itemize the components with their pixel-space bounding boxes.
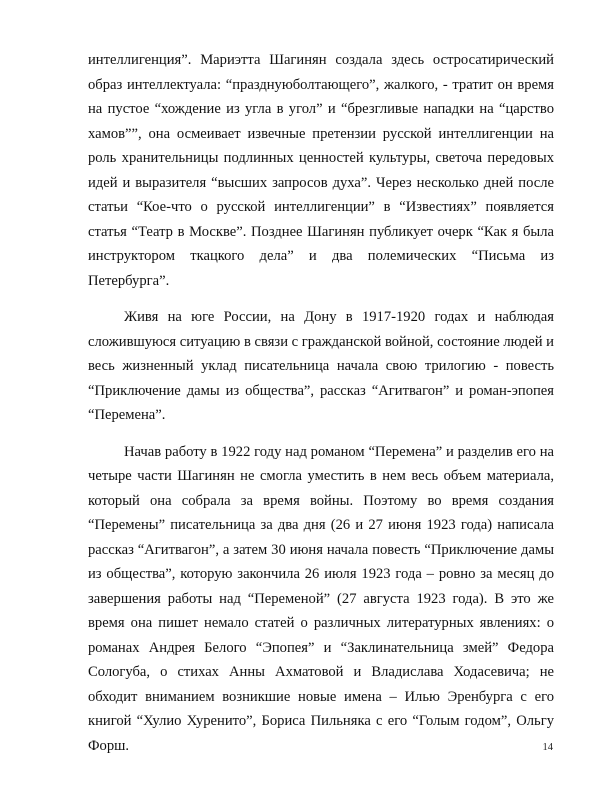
page-number: 14 xyxy=(542,742,553,753)
document-body xyxy=(88,48,554,758)
paragraph-1: интеллигенция”. Мариэтта Шагинян создала здесь остросатирический образ интеллектуала: “празднуюболтающего”, жалкого, - тратит он время на пустое “хождение из угла в угол” и “брезгливые нападки на “царство хамов””, она осмеивает извечные претензии русской интеллигенции на роль хранительницы подлинных ценностей культуры, светоча передовых идей и выразителя “высших запросов духа”. Через несколько дней после статьи “Кое-что о русской интеллигенции” в “Известиях” появляется статья “Театр в Москве”. Позднее Шагинян публикует очерк “Как я была инструктором ткацкого дела” и два полемических “Письма из Петербурга”. xyxy=(88,52,554,289)
paragraph-2: Живя на юге России, на Дону в 1917-1920 годах и наблюдая сложившуюся ситуацию в связи с гражданской войной, состояние людей и весь жизненный уклад писательница начала свою трилогию - повесть “Приключение дамы из общества”, рассказ “Агитвагон” и роман-эпопея “Перемена”. xyxy=(88,309,554,423)
paragraph-3: Начав работу в 1922 году над романом “Перемена” и разделив его на четыре части Шагинян не смогла уместить в нем весь объем материала, который она собрала за время войны. Поэтому во время создания “Перемены” писательница за два дня (26 и 27 июня 1923 года) написала рассказ “Агитвагон”, а затем 30 июня начала повесть “Приключение дамы из общества”, которую закончила 26 июля 1923 года – ровно за месяц до завершения работы над “Переменой” (27 августа 1923 года). В это же время она пишет немало статей о различных литературных явлениях: о романах Андрея Белого “Эпопея” и “Заклинательница змей” Федора Сологуба, о стихах Анны Ахматовой и Владислава Ходасевича; не обходит вниманием возникшие новые имена – Илью Эренбурга с его книгой “Хулио Хуренито”, Бориса Пильняка с его “Голым годом”, Ольгу Форш. xyxy=(88,443,554,754)
